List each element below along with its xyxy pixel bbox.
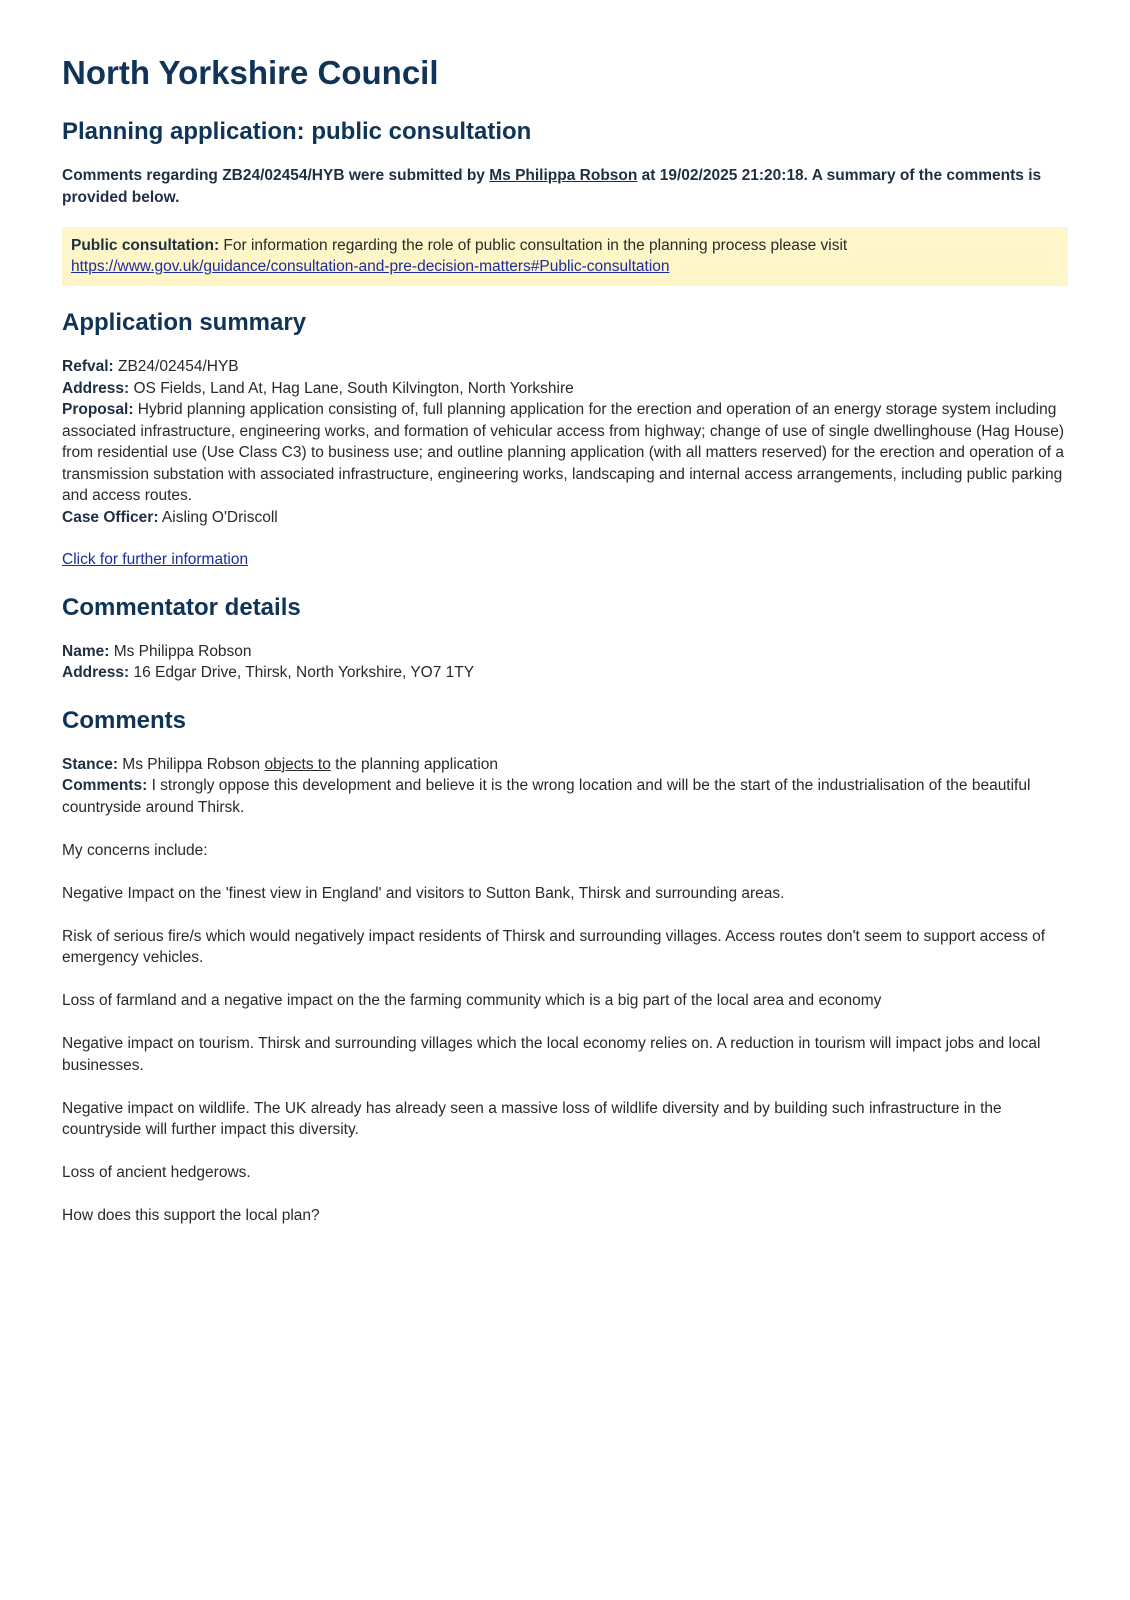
comment-paragraph: Negative Impact on the 'finest view in England' and visitors to Sutton Bank, Thirsk and surrounding areas. <box>62 884 785 902</box>
site-address-label: Address: <box>62 379 130 397</box>
commentator-address-value: 16 Edgar Drive, Thirsk, North Yorkshire, YO7 1TY <box>129 664 475 682</box>
consultation-guidance-link[interactable]: https://www.gov.uk/guidance/consultation-and-pre-decision-matters#Public-consultation <box>71 258 670 276</box>
commentator-name-value: Ms Philippa Robson <box>109 642 252 660</box>
refval-value: ZB24/02454/HYB <box>113 358 239 376</box>
proposal-value: Hybrid planning application consisting of, full planning application for the erection and operation of an energy storage system including associated infrastructure, engineering works, and formation of vehicular access from highway; change of use of single dwellinghouse (Hag House) from residential use (Use Class C3) to business use; and outline planning application (with all matters reserved) for the erection and operation of a transmission substation with associated infrastructure, engineering works, landscaping and internal access arrangements, including public parking and access routes. <box>62 401 1065 505</box>
commentator-details-heading: Commentator details <box>62 593 301 621</box>
comment-paragraph: My concerns include: <box>62 841 208 859</box>
comments-first-paragraph <box>62 775 1068 818</box>
stance-label: Stance: <box>62 755 118 773</box>
comment-paragraph: How does this support the local plan? <box>62 1207 320 1225</box>
site-address-row <box>62 378 1068 400</box>
council-name: North Yorkshire Council <box>62 54 439 91</box>
further-info-line <box>62 549 1068 571</box>
comment-paragraph: Negative impact on wildlife. The UK already has already seen a massive loss of wildlife diversity and by building such infrastructure in the countryside will further impact this diversity. <box>62 1099 1002 1139</box>
site-address-value: OS Fields, Land At, Hag Lane, South Kilvington, North Yorkshire <box>129 379 574 397</box>
case-officer-row <box>62 507 1068 529</box>
intro-text-start: Comments regarding ZB24/02454/HYB were submitted by <box>62 167 490 185</box>
proposal-label: Proposal: <box>62 401 134 419</box>
stance-row <box>62 754 1068 776</box>
commentator-name-label: Name: <box>62 642 110 660</box>
page-title: Planning application: public consultation <box>62 118 532 146</box>
application-summary <box>62 356 1068 528</box>
comment-paragraph: Risk of serious fire/s which would negatively impact residents of Thirsk and surrounding villages. Access routes don't seem to support access of emergency vehicles. <box>62 927 1046 967</box>
commentator-details <box>62 641 1068 684</box>
stance-value: objects to <box>264 755 331 773</box>
stance-text-start: Ms Philippa Robson <box>118 755 265 773</box>
case-officer-value: Aisling O'Driscoll <box>158 508 278 526</box>
stance-text-end: the planning application <box>330 755 499 773</box>
proposal-row <box>62 399 1068 507</box>
commentator-name-row <box>62 641 1068 663</box>
further-information-link[interactable]: Click for further information <box>62 551 249 569</box>
submission-summary <box>62 165 1068 209</box>
commentator-address-row <box>62 662 1068 684</box>
comment-paragraph: Loss of ancient hedgerows. <box>62 1164 251 1182</box>
comments-first-text: I strongly oppose this development and believe it is the wrong location and will be the start of the industrialisation of the beautiful countryside around Thirsk. <box>62 777 1031 816</box>
case-officer-label: Case Officer: <box>62 508 159 526</box>
refval-row <box>62 356 1068 378</box>
commentator-address-label: Address: <box>62 664 130 682</box>
intro-text-end: at 19/02/2025 21:20:18. A summary of the comments is provided below. <box>62 167 1042 207</box>
comment-paragraph: Loss of farmland and a negative impact on the the farming community which is a big part of the local area and economy <box>62 992 882 1010</box>
public-consultation-notice <box>62 227 1068 286</box>
refval-label: Refval: <box>62 358 114 376</box>
comments-heading: Comments <box>62 706 187 734</box>
notice-text: For information regarding the role of public consultation in the planning process please visit <box>219 237 848 255</box>
comments-label: Comments: <box>62 777 148 795</box>
notice-label: Public consultation: <box>71 237 220 255</box>
application-summary-heading: Application summary <box>62 309 307 337</box>
comments-section <box>62 754 1068 1227</box>
submitter-link[interactable]: Ms Philippa Robson <box>489 167 638 185</box>
comment-paragraph: Negative impact on tourism. Thirsk and surrounding villages which the local economy relies on. A reduction in tourism will impact jobs and local businesses. <box>62 1035 1041 1074</box>
